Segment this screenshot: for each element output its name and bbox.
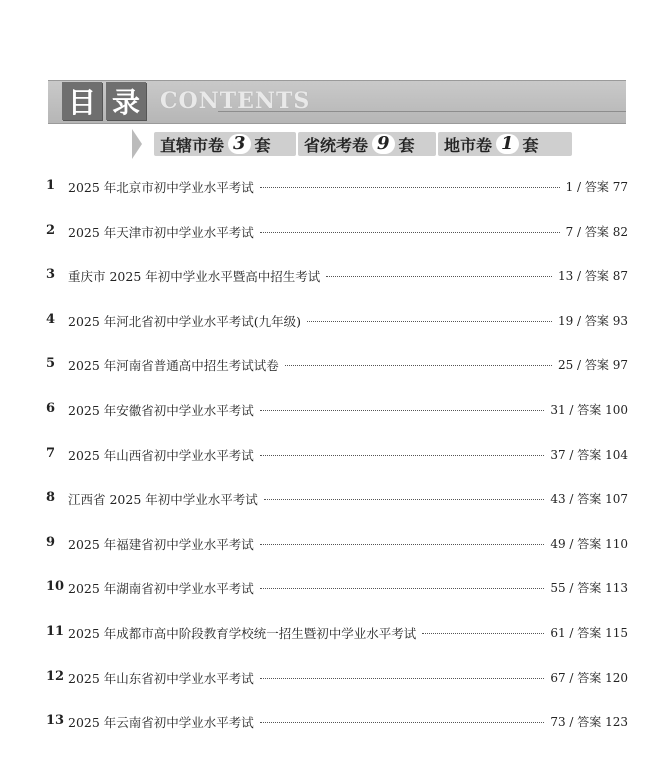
toc-entry[interactable] [46,669,628,714]
toc-title: 2025 年天津市初中学业水平考试 [68,224,254,240]
category-bar [132,132,592,156]
toc-title: 2025 年山东省初中学业水平考试 [68,670,254,686]
toc-entry[interactable] [46,446,628,491]
category-label: 直辖市卷 [160,135,225,155]
toc-page: 43 / 答案 107 [550,492,628,507]
toc-page: 25 / 答案 97 [557,358,628,373]
toc-leader [260,535,545,545]
toc-entry[interactable] [46,624,628,669]
arrow-icon [132,129,142,159]
toc-leader [260,401,545,411]
toc-leader [326,267,552,277]
category-provincial [298,132,436,156]
toc-entry[interactable] [46,178,628,223]
toc-title: 江西省 2025 年初中学业水平考试 [68,492,258,508]
toc-number: 2 [46,222,56,238]
toc-leader [260,446,545,456]
toc-entry[interactable] [46,223,628,268]
toc-title: 2025 年河北省初中学业水平考试(九年级) [68,313,302,329]
toc-number: 7 [46,445,56,461]
title-char-1: 目 [62,82,102,120]
toc-leader [260,713,545,723]
toc-entry[interactable] [46,356,628,401]
toc-title: 2025 年北京市初中学业水平考试 [68,180,254,195]
toc-title: 2025 年福建省初中学业水平考试 [68,536,254,552]
toc-number: 13 [46,713,65,729]
toc-number: 6 [46,400,56,416]
toc-leader [422,624,544,634]
category-label: 地市卷 [444,135,493,155]
toc-page: 55 / 答案 113 [550,581,628,596]
toc-number: 4 [46,311,56,327]
toc-leader [260,223,560,233]
toc-entry[interactable] [46,267,628,312]
toc-page: 37 / 答案 104 [550,447,628,462]
toc-entry[interactable] [46,535,628,580]
toc-number: 5 [46,356,56,372]
category-unit: 套 [398,135,415,155]
category-count: 3 [228,134,251,154]
toc-title: 2025 年成都市高中阶段教育学校统一招生暨初中学业水平考试 [68,625,417,641]
toc-leader [260,669,545,679]
title-char-2: 录 [106,82,146,120]
toc-title: 2025 年云南省初中学业水平考试 [68,715,254,731]
toc-entry[interactable] [46,312,628,357]
toc-title: 2025 年山西省初中学业水平考试 [68,447,254,463]
toc-page: 49 / 答案 110 [550,536,628,551]
category-label: 省统考卷 [304,135,369,155]
toc-page: 19 / 答案 93 [557,313,628,328]
toc-title: 2025 年河南省普通高中招生考试试卷 [68,358,279,374]
toc-title: 2025 年湖南省初中学业水平考试 [68,581,254,597]
toc-page: 31 / 答案 100 [550,402,628,417]
toc-page: 73 / 答案 123 [550,715,628,730]
toc-number: 9 [46,534,56,550]
category-count: 9 [372,134,395,154]
category-municipal [154,132,296,156]
toc-title: 2025 年安徽省初中学业水平考试 [68,402,254,418]
toc-entry[interactable] [46,579,628,624]
toc-page: 13 / 答案 87 [557,269,628,284]
toc-entry[interactable] [46,713,628,758]
toc-title: 重庆市 2025 年初中学业水平暨高中招生考试 [68,269,321,285]
toc-number: 11 [46,623,65,639]
table-of-contents [46,178,628,758]
toc-page: 1 / 答案 77 [565,180,628,194]
toc-leader [260,178,560,188]
category-count: 1 [496,134,519,154]
toc-leader [260,579,545,589]
toc-page: 7 / 答案 82 [565,224,628,239]
category-unit: 套 [522,135,539,155]
toc-number: 12 [46,668,65,684]
toc-leader [307,312,552,322]
toc-number: 8 [46,490,56,506]
toc-page: 67 / 答案 120 [550,670,628,685]
toc-number: 10 [46,579,65,595]
toc-leader [285,356,552,366]
contents-word: CONTENTS [160,88,311,114]
toc-entry[interactable] [46,401,628,446]
toc-leader [264,490,545,500]
toc-page: 61 / 答案 115 [550,625,628,640]
toc-number: 3 [46,267,56,283]
toc-entry[interactable] [46,490,628,535]
category-unit: 套 [254,135,271,155]
toc-number: 1 [46,178,56,193]
category-city [438,132,572,156]
